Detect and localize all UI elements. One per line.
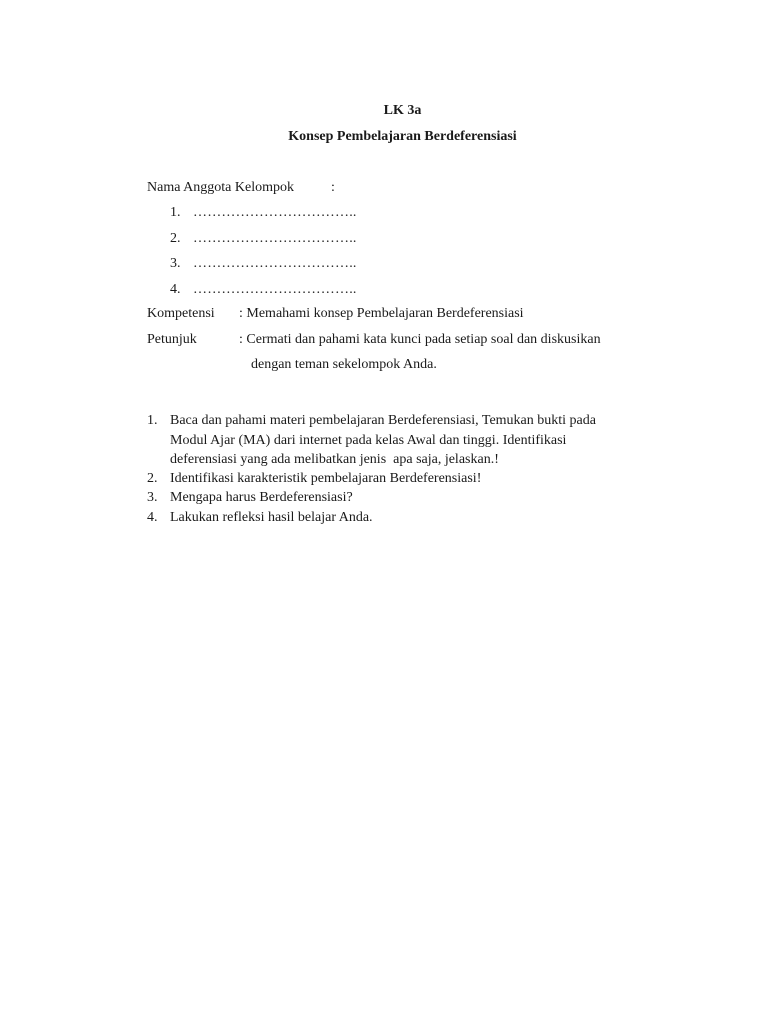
- question-text: Modul Ajar (MA) dari internet pada kelas Awal dan tinggi. Identifikasi: [170, 433, 567, 448]
- question-text: Lakukan refleksi hasil belajar Anda.: [170, 510, 373, 525]
- question-number: 2.: [147, 471, 158, 486]
- question-text: deferensiasi yang ada melibatkan jenis apa saja, jelaskan.!: [170, 452, 499, 467]
- kompetensi-label: Kompetensi: [147, 306, 215, 321]
- worksheet-title: Konsep Pembelajaran Berdeferensiasi: [288, 129, 517, 144]
- question-number: 3.: [147, 490, 158, 505]
- member-blank: ……………………………..: [193, 256, 357, 271]
- petunjuk-label: Petunjuk: [147, 332, 197, 347]
- member-number: 3.: [170, 256, 181, 271]
- group-members-colon: :: [331, 180, 335, 195]
- petunjuk-line-1: : Cermati dan pahami kata kunci pada setiap soal dan diskusikan: [239, 332, 601, 347]
- member-blank: ……………………………..: [193, 231, 357, 246]
- member-number: 1.: [170, 205, 181, 220]
- question-number: 4.: [147, 510, 158, 525]
- worksheet-code: LK 3a: [383, 103, 422, 118]
- question-text: Identifikasi karakteristik pembelajaran Berdeferensiasi!: [170, 471, 482, 486]
- question-text: Mengapa harus Berdeferensiasi?: [170, 490, 353, 505]
- question-text: Baca dan pahami materi pembelajaran Berdeferensiasi, Temukan bukti pada: [170, 413, 596, 428]
- petunjuk-line-2: dengan teman sekelompok Anda.: [251, 357, 437, 372]
- member-number: 2.: [170, 231, 181, 246]
- question-number: 1.: [147, 413, 158, 428]
- member-number: 4.: [170, 282, 181, 297]
- group-members-label: Nama Anggota Kelompok: [147, 180, 294, 195]
- member-blank: ……………………………..: [193, 205, 357, 220]
- kompetensi-value: : Memahami konsep Pembelajaran Berdeferensiasi: [239, 306, 524, 321]
- member-blank: ……………………………..: [193, 282, 357, 297]
